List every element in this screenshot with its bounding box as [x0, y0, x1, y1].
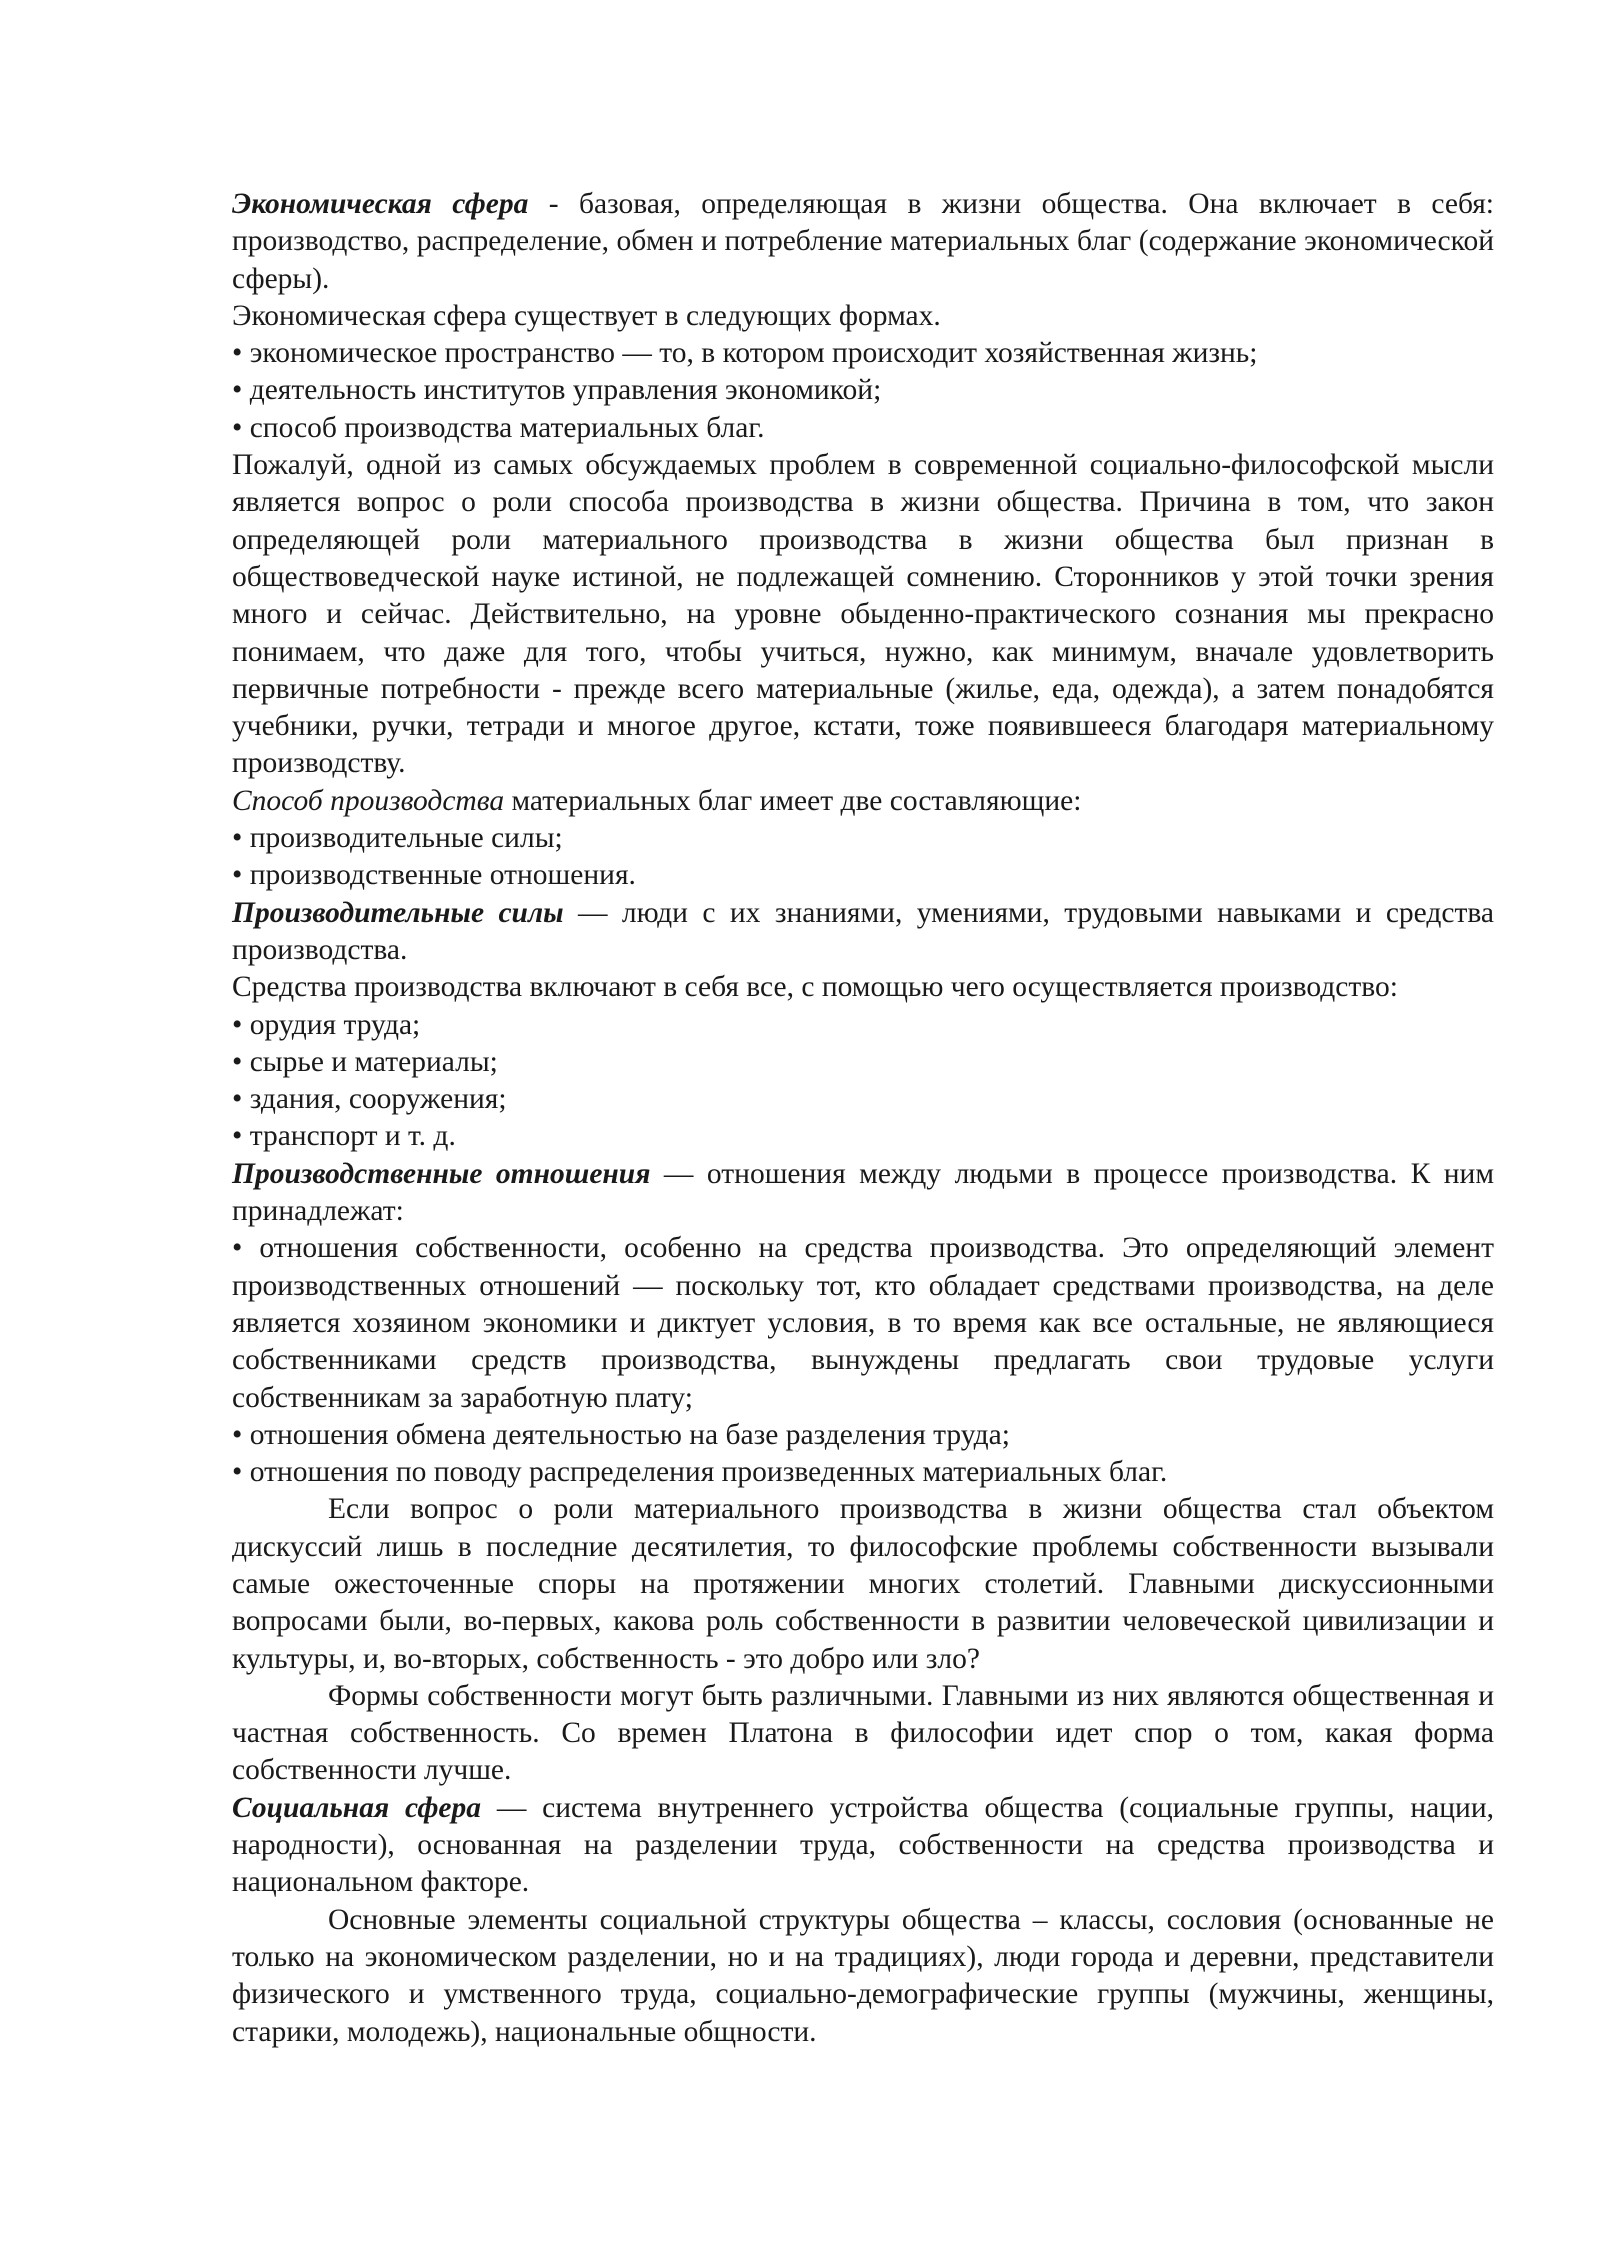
components-list-item: • производственные отношения.	[232, 859, 636, 892]
paragraph-social-sphere	[232, 1790, 1494, 1902]
forms-list-item: • экономическое пространство — то, в котором происходит хозяйственная жизнь;	[232, 337, 1258, 370]
paragraph-economic-sphere	[232, 186, 1494, 298]
mode-of-production-text: материальных благ имеет две составляющие:	[504, 784, 1082, 817]
paragraph-mode-of-production	[232, 783, 1494, 820]
paragraph-economic-forms-intro: Экономическая сфера существует в следующих формах.	[232, 299, 941, 332]
means-list-item: • сырье и материалы;	[232, 1045, 498, 1078]
document-page	[232, 186, 1494, 2051]
forms-list-item: • способ производства материальных благ.	[232, 411, 765, 444]
paragraph-productive-forces	[232, 895, 1494, 970]
term-economic-sphere: Экономическая сфера	[232, 188, 529, 220]
relations-list-item: • отношения собственности, особенно на средства производства. Это определяющий элемент производственных отношений — поскольку тот, кто обладает средствами производства, на деле является хозяином экономики и диктует условия, в то время как все остальные, не являющиеся собственниками средств производства, вынуждены предлагать свои трудовые услуги собственникам за заработную плату;	[232, 1232, 1494, 1414]
paragraph-means-of-production: Средства производства включают в себя все, с помощью чего осуществляется производство:	[232, 971, 1398, 1004]
paragraph-mode-of-production-discussion: Пожалуй, одной из самых обсуждаемых проблем в современной социально-философской мысли является вопрос о роли способа производства в жизни общества. Причина в том, что закон определяющей роли материального производства в жизни общества был признан в обществоведческой науке истиной, не подлежащей сомнению. Сторонников у этой точки зрения много и сейчас. Действительно, на уровне обыденно-практического сознания мы прекрасно понимаем, что даже для того, чтобы учиться, нужно, как минимум, вначале удовлетворить первичные потребности - прежде всего материальные (жилье, еда, одежда), а затем понадобятся учебники, ручки, тетради и многое другое, кстати, тоже появившееся благодаря материальному производству.	[232, 449, 1494, 780]
productive-forces-definition: — люди с их знаниями, умениями, трудовыми навыками и средства производства.	[232, 896, 1494, 966]
means-list-item: • здания, сооружения;	[232, 1083, 507, 1116]
economic-sphere-definition: - базовая, определяющая в жизни общества. Она включает в себя: производство, распределение, обмен и потребление материальных благ (содержание экономической сферы).	[232, 188, 1495, 295]
term-mode-of-production: Способ производства	[232, 784, 505, 817]
relations-list-item: • отношения обмена деятельностью на базе разделения труда;	[232, 1418, 1010, 1451]
components-list-item: • производительные силы;	[232, 822, 563, 855]
paragraph-social-structure: Основные элементы социальной структуры общества – классы, сословия (основанные не только на экономическом разделении, но и на традициях), люди города и деревни, представители физического и умственного труда, социально-демографические группы (мужчины, женщины, старики, молодежь), национальные общности.	[232, 1903, 1494, 2048]
social-sphere-definition: — система внутреннего устройства общества (социальные группы, нации, народности), основанная на разделении труда, собственности на средства производства и национальном факторе.	[232, 1791, 1494, 1899]
means-list-item: • орудия труда;	[232, 1008, 421, 1041]
paragraph-production-relations	[232, 1156, 1494, 1231]
paragraph-forms-of-property: Формы собственности могут быть различными. Главными из них являются общественная и частная собственность. Со времен Платона в философии идет спор о том, какая форма собственности лучше.	[232, 1679, 1494, 1787]
means-list-item: • транспорт и т. д.	[232, 1120, 456, 1153]
production-relations-definition: — отношения между людьми в процессе производства. К ним принадлежат:	[232, 1157, 1495, 1228]
term-social-sphere: Социальная сфера	[232, 1791, 482, 1824]
forms-list-item: • деятельность институтов управления экономикой;	[232, 374, 882, 407]
relations-list-item: • отношения по поводу распределения произведенных материальных благ.	[232, 1456, 1168, 1489]
paragraph-property-debates: Если вопрос о роли материального производства в жизни общества стал объектом дискуссий лишь в последние десятилетия, то философские проблемы собственности вызывали самые ожесточенные споры на протяжении многих столетий. Главными дискуссионными вопросами были, во-первых, какова роль собственности в развитии человеческой цивилизации и культуры, и, во-вторых, собственность - это добро или зло?	[232, 1493, 1494, 1675]
term-production-relations: Производственные отношения	[232, 1157, 651, 1190]
term-productive-forces: Производительные силы	[232, 896, 564, 929]
